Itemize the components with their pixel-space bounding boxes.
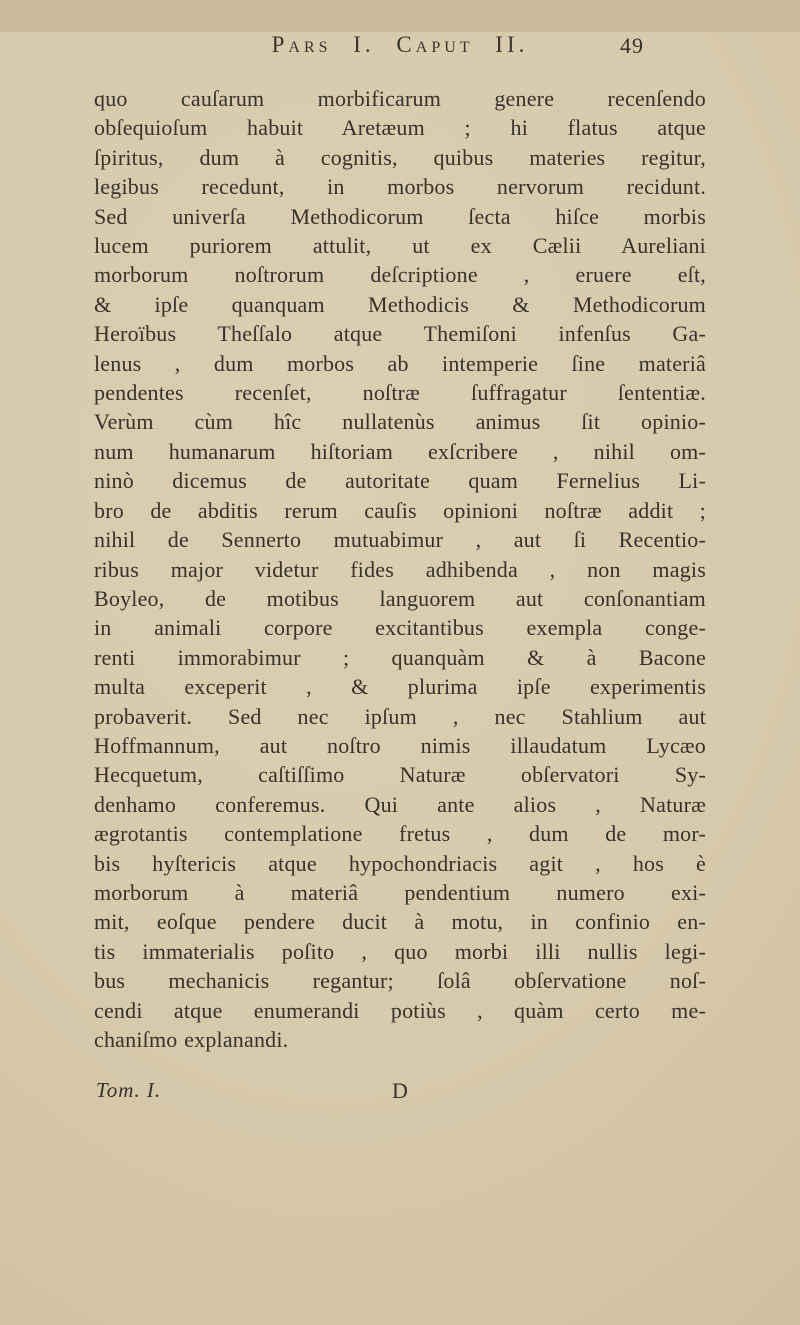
volume-signature: Tom. I.: [96, 1078, 162, 1103]
text-line: ſpiritus, dum à cognitis, quibus materies regitur,: [94, 144, 706, 170]
text-line: morborum noſtrorum deſcriptione , eruere eſt,: [94, 262, 706, 288]
text-line: lenus , dum morbos ab intemperie ſine materiâ: [94, 350, 706, 376]
text-line: Sed univerſa Methodicorum ſecta hiſce morbis: [94, 203, 706, 229]
text-line: bis hyſtericis atque hypochondriacis agit , hos è: [94, 850, 706, 876]
text-line: bus mechanicis regantur; ſolâ obſervatione noſ-: [94, 968, 706, 994]
page-header: [94, 32, 706, 64]
text-line: morborum à materiâ pendentium numero exi-: [94, 879, 706, 905]
text-line: lucem puriorem attulit, ut ex Cælii Aureliani: [94, 233, 706, 259]
text-line: renti immorabimur ; quanquàm & à Bacone: [94, 644, 706, 670]
text-line: mit, eoſque pendere ducit à motu, in confinio en-: [94, 909, 706, 935]
text-line: Hoffmannum, aut noſtro nimis illaudatum Lycæo: [94, 732, 706, 758]
text-line: obſequioſum habuit Aretæum ; hi flatus atque: [94, 115, 706, 141]
text-line: bro de abditis rerum cauſis opinioni noſtræ addit ;: [94, 497, 706, 523]
text-line: quo cauſarum morbificarum genere recenſendo: [94, 86, 706, 111]
text-line: num humanarum hiſtoriam exſcribere , nihil om-: [94, 438, 706, 464]
text-line: legibus recedunt, in morbos nervorum recidunt.: [94, 174, 706, 200]
text-line: nihil de Sennerto mutuabimur , aut ſi Recentio-: [94, 527, 706, 553]
text-line: pendentes recenſet, noſtræ ſuffragatur ſententiæ.: [94, 380, 706, 406]
text-line: ninò dicemus de autoritate quam Fernelius Li-: [94, 468, 706, 494]
text-line: & ipſe quanquam Methodicis & Methodicorum: [94, 291, 706, 317]
text-line: ribus major videtur fides adhibenda , non magis: [94, 556, 706, 582]
gathering-signature: D: [392, 1078, 408, 1104]
text-line: probaverit. Sed nec ipſum , nec Stahlium aut: [94, 703, 706, 729]
text-line: Verùm cùm hîc nullatenùs animus ſit opinio-: [94, 409, 706, 435]
body-text: [94, 84, 706, 1054]
text-line: Hecquetum, caſtiſſimo Naturæ obſervatori Sy-: [94, 762, 706, 788]
text-line: in animali corpore excitantibus exempla conge-: [94, 615, 706, 641]
text-line: tis immaterialis poſito , quo morbi illi nullis legi-: [94, 938, 706, 964]
text-line: Heroïbus Theſſalo atque Themiſoni infenſus Ga-: [94, 321, 706, 347]
text-line: chaniſmo explanandi.: [94, 1027, 289, 1052]
running-title: Pars I. Caput II.: [271, 32, 529, 57]
text-line: denhamo conferemus. Qui ante alios , Naturæ: [94, 791, 706, 817]
text-line: multa exceperit , & plurima ipſe experimentis: [94, 674, 706, 700]
book-page: [0, 32, 800, 1325]
text-line: ægrotantis contemplatione fretus , dum de mor-: [94, 821, 706, 847]
page-footer: [94, 1078, 706, 1108]
text-line: Boyleo, de motibus languorem aut conſonantiam: [94, 585, 706, 611]
page-number: 49: [620, 33, 644, 58]
text-line: cendi atque enumerandi potiùs , quàm certo me-: [94, 997, 706, 1023]
